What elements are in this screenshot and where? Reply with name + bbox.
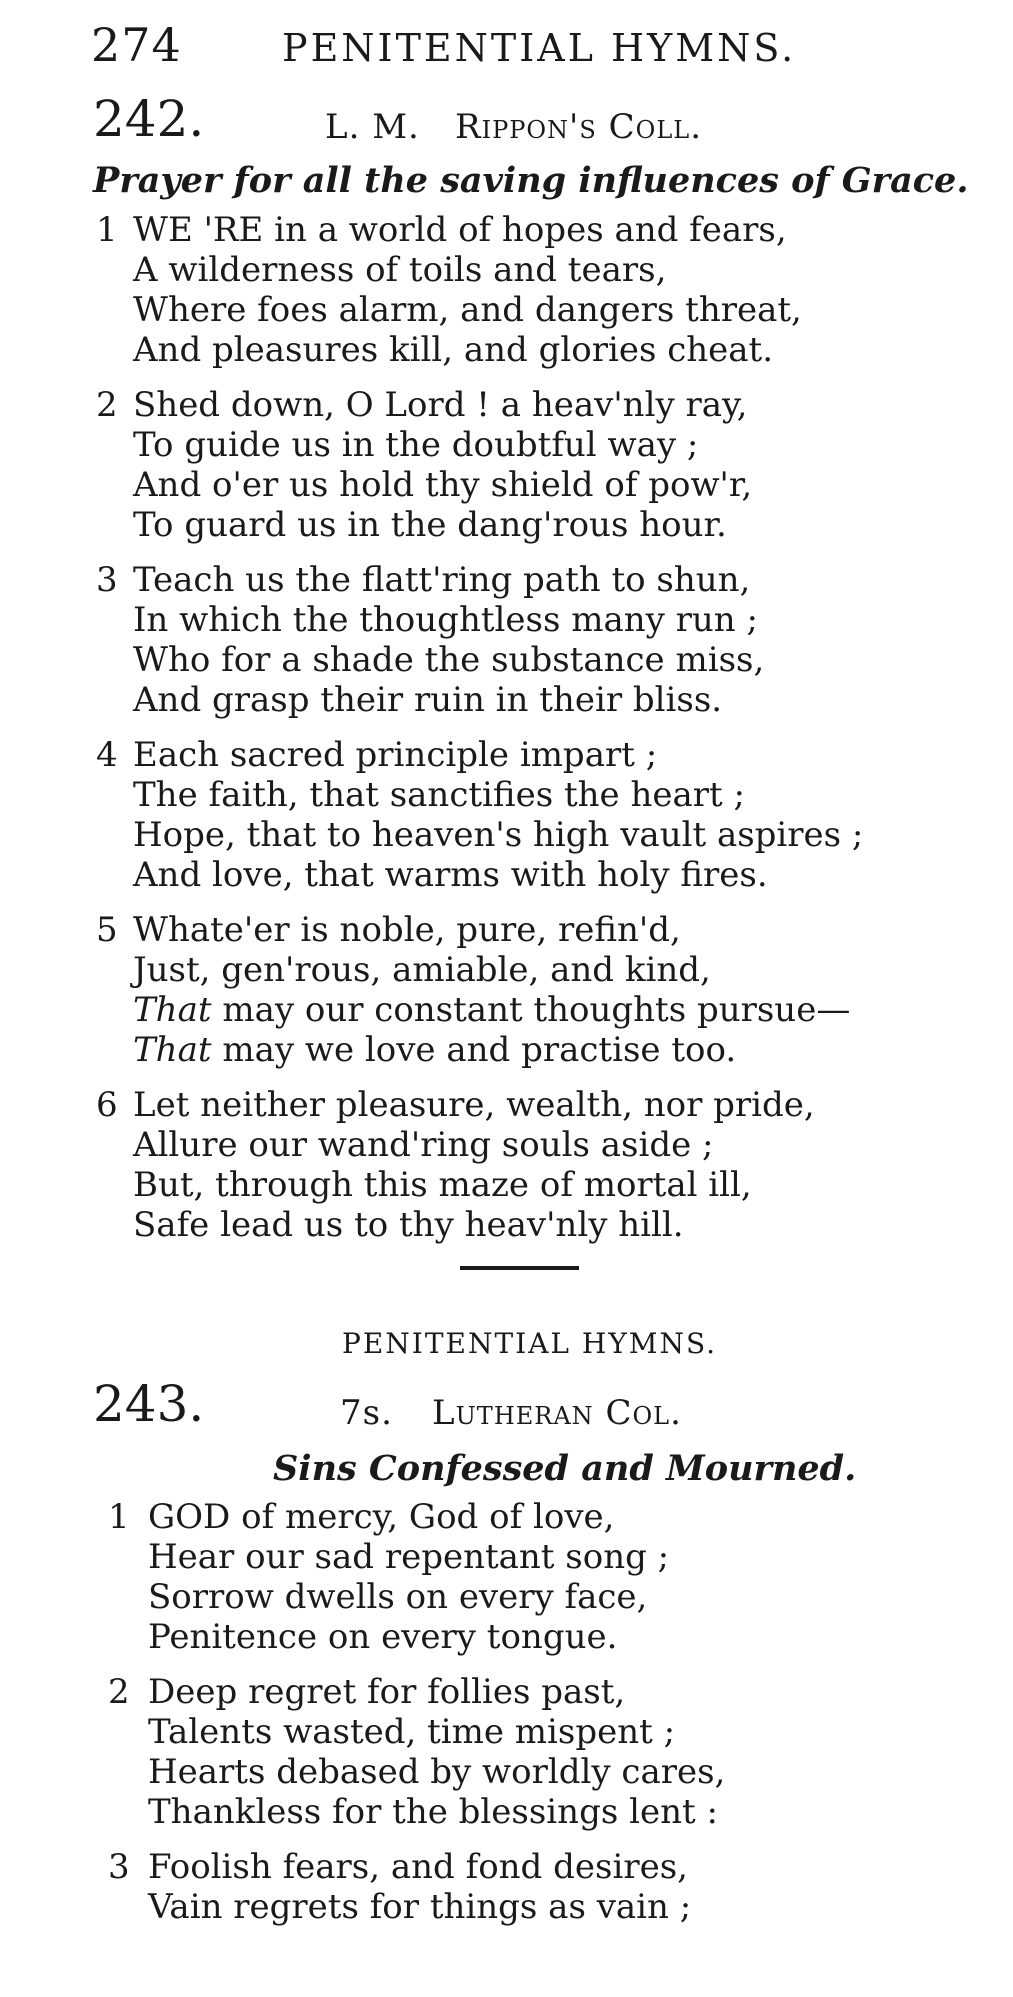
section-divider xyxy=(460,1266,579,1270)
verse-line: Deep regret for follies past, xyxy=(148,1672,626,1712)
verse-line: And love, that warms with holy fires. xyxy=(133,855,768,895)
verse-line: That may we love and practise too. xyxy=(133,1030,737,1070)
verse-line: Who for a shade the substance miss, xyxy=(133,640,765,680)
hymn-source: Lutheran Col. xyxy=(432,1393,682,1433)
verse-line: Penitence on every tongue. xyxy=(148,1617,618,1657)
verse-line: Talents wasted, time mispent ; xyxy=(148,1712,676,1752)
stanza-number: 5 xyxy=(96,910,118,950)
verse-line: To guide us in the doubtful way ; xyxy=(133,425,699,465)
hymn-meter: L. M. xyxy=(325,107,420,147)
verse-line: Each sacred principle impart ; xyxy=(133,735,658,775)
page-number: 274 xyxy=(91,18,182,72)
running-head: PENITENTIAL HYMNS. xyxy=(282,26,797,70)
verse-line: Let neither pleasure, wealth, nor pride, xyxy=(133,1085,815,1125)
verse-line: Hearts debased by worldly cares, xyxy=(148,1752,726,1792)
verse-line: And o'er us hold thy shield of pow'r, xyxy=(133,465,753,505)
stanza-number: 1 xyxy=(96,210,118,250)
stanza-number: 6 xyxy=(96,1085,118,1125)
verse-line: That may our constant thoughts pursue— xyxy=(133,990,851,1030)
verse-line: Vain regrets for things as vain ; xyxy=(148,1887,692,1927)
stanza-number: 2 xyxy=(96,385,118,425)
stanza-number: 2 xyxy=(108,1672,130,1712)
verse-line: A wilderness of toils and tears, xyxy=(133,250,667,290)
verse-line: Thankless for the blessings lent : xyxy=(148,1792,718,1832)
stanza-number: 1 xyxy=(108,1497,130,1537)
stanza-number: 4 xyxy=(96,735,118,775)
stanza-number: 3 xyxy=(96,560,118,600)
verse-line: Hear our sad repentant song ; xyxy=(148,1537,670,1577)
hymn-number: 243. xyxy=(93,1375,205,1433)
verse-line: Whate'er is noble, pure, refin'd, xyxy=(133,910,681,950)
hymn-number: 242. xyxy=(93,90,205,148)
verse-line: And pleasures kill, and glories cheat. xyxy=(133,330,774,370)
verse-line: Where foes alarm, and dangers threat, xyxy=(133,290,802,330)
verse-line: WE 'RE in a world of hopes and fears, xyxy=(133,210,787,250)
section-heading: PENITENTIAL HYMNS. xyxy=(342,1327,718,1360)
hymn-meter: 7s. xyxy=(340,1393,393,1433)
verse-line: Just, gen'rous, amiable, and kind, xyxy=(133,950,711,990)
verse-line: And grasp their ruin in their bliss. xyxy=(133,680,723,720)
verse-line: GOD of mercy, God of love, xyxy=(148,1497,615,1537)
verse-line: In which the thoughtless many run ; xyxy=(133,600,758,640)
hymn-source: Rippon's Coll. xyxy=(455,107,703,147)
stanza-number: 3 xyxy=(108,1847,130,1887)
verse-line: Shed down, O Lord ! a heav'nly ray, xyxy=(133,385,748,425)
verse-line: To guard us in the dang'rous hour. xyxy=(133,505,727,545)
verse-line: Foolish fears, and fond desires, xyxy=(148,1847,688,1887)
verse-line: Sorrow dwells on every face, xyxy=(148,1577,648,1617)
verse-line: But, through this maze of mortal ill, xyxy=(133,1165,752,1205)
verse-line: Teach us the flatt'ring path to shun, xyxy=(133,560,751,600)
hymn-title: Sins Confessed and Mourned. xyxy=(273,1448,857,1489)
verse-line: Hope, that to heaven's high vault aspires ; xyxy=(133,815,864,855)
verse-line: Safe lead us to thy heav'nly hill. xyxy=(133,1205,684,1245)
verse-line: Allure our wand'ring souls aside ; xyxy=(133,1125,714,1165)
hymn-title: Prayer for all the saving influences of Grace. xyxy=(93,160,969,201)
verse-line: The faith, that sanctifies the heart ; xyxy=(133,775,745,815)
